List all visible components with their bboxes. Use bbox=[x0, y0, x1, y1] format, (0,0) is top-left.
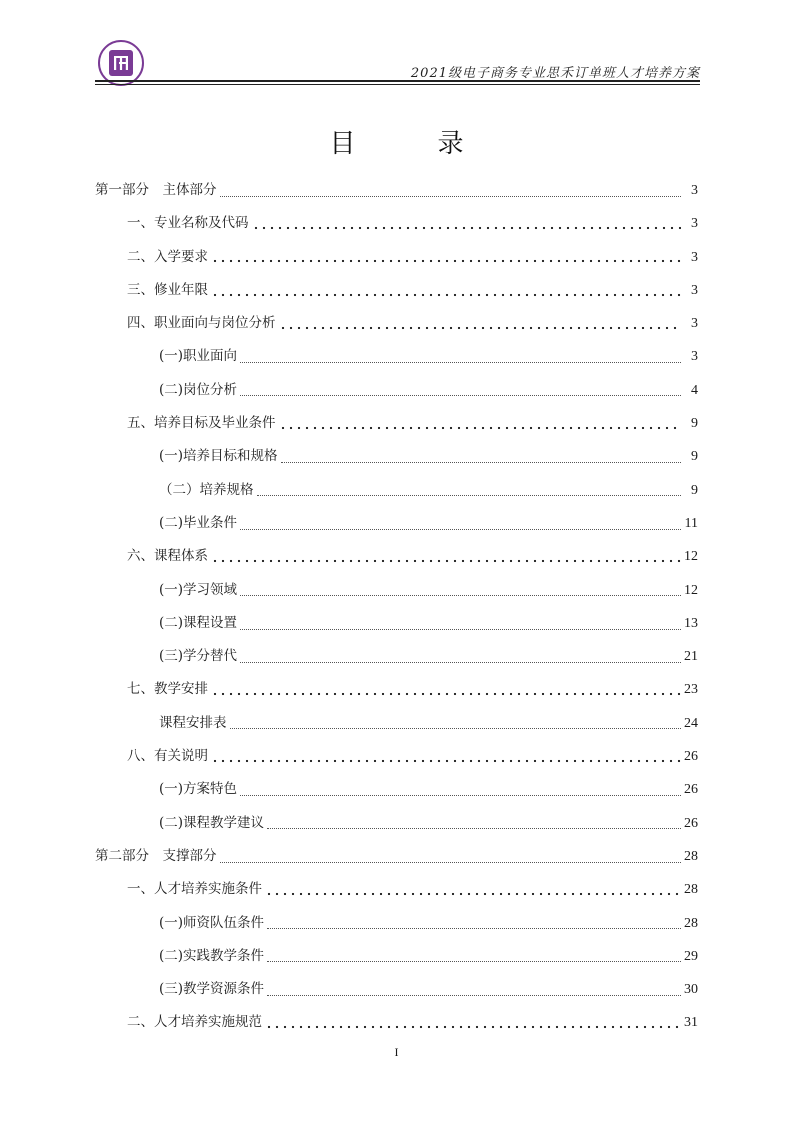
toc-entry[interactable] bbox=[95, 907, 698, 940]
toc-entry[interactable] bbox=[95, 607, 698, 640]
toc-entry-text: (二)课程教学建议 bbox=[159, 814, 265, 831]
toc-entry[interactable] bbox=[95, 640, 698, 673]
toc-entry-page: 3 bbox=[691, 316, 698, 332]
toc-entry[interactable] bbox=[95, 307, 698, 340]
toc-leader-dots bbox=[211, 692, 681, 696]
toc-leader-dots bbox=[257, 494, 682, 496]
toc-entry[interactable] bbox=[95, 474, 698, 507]
header-rule-thin bbox=[95, 84, 700, 85]
toc-entry[interactable] bbox=[95, 274, 698, 307]
toc-entry-text: （二）培养规格 bbox=[159, 481, 254, 498]
toc-entry-text: 三、修业年限 bbox=[127, 281, 208, 298]
toc-entry-text: (二)实践教学条件 bbox=[159, 947, 265, 964]
toc-entry[interactable] bbox=[95, 374, 698, 407]
toc-entry[interactable] bbox=[95, 773, 698, 806]
toc-entry[interactable] bbox=[95, 1006, 698, 1039]
toc-entry[interactable] bbox=[95, 840, 698, 873]
toc-entry[interactable] bbox=[95, 207, 698, 240]
toc-entry-page: 26 bbox=[684, 782, 698, 798]
toc-entry[interactable] bbox=[95, 973, 698, 1006]
toc-entry-page: 12 bbox=[684, 549, 698, 565]
toc-entry-text: 一、人才培养实施条件 bbox=[127, 881, 262, 898]
toc-entry-text: 六、课程体系 bbox=[127, 548, 208, 565]
table-of-contents bbox=[95, 174, 698, 1040]
toc-leader-dots bbox=[279, 326, 682, 330]
toc-leader-dots bbox=[240, 628, 681, 630]
toc-leader-dots bbox=[230, 727, 682, 729]
toc-leader-dots bbox=[240, 528, 681, 530]
toc-leader-dots bbox=[267, 927, 681, 929]
toc-entry-page: 3 bbox=[691, 216, 698, 232]
toc-entry-page: 29 bbox=[684, 948, 698, 964]
toc-leader-dots bbox=[265, 892, 681, 896]
toc-leader-dots bbox=[252, 226, 682, 230]
toc-entry-text: (一)职业面向 bbox=[159, 348, 238, 365]
toc-entry-text: 五、培养目标及毕业条件 bbox=[127, 415, 276, 432]
toc-entry-page: 28 bbox=[684, 848, 698, 864]
toc-entry-page: 9 bbox=[691, 416, 698, 432]
toc-entry[interactable] bbox=[95, 807, 698, 840]
toc-entry[interactable] bbox=[95, 507, 698, 540]
toc-leader-dots bbox=[211, 559, 681, 563]
toc-entry-text: 一、专业名称及代码 bbox=[127, 215, 249, 232]
toc-leader-dots bbox=[281, 461, 681, 463]
toc-leader-dots bbox=[211, 293, 681, 297]
toc-entry[interactable] bbox=[95, 540, 698, 573]
toc-entry-text: (三)教学资源条件 bbox=[159, 981, 265, 998]
toc-entry-page: 3 bbox=[691, 349, 698, 365]
toc-entry-text: (二)毕业条件 bbox=[159, 514, 238, 531]
toc-leader-dots bbox=[267, 827, 681, 829]
toc-entry-text: 第一部分 主体部分 bbox=[95, 182, 217, 198]
toc-entry-text: (一)学习领域 bbox=[159, 581, 238, 598]
toc-entry-text: 课程安排表 bbox=[159, 714, 227, 731]
toc-entry[interactable] bbox=[95, 407, 698, 440]
toc-entry-text: 七、教学安排 bbox=[127, 681, 208, 698]
toc-entry-text: 四、职业面向与岗位分析 bbox=[127, 315, 276, 332]
toc-entry[interactable] bbox=[95, 707, 698, 740]
toc-entry-page: 23 bbox=[684, 682, 698, 698]
toc-leader-dots bbox=[267, 960, 681, 962]
toc-leader-dots bbox=[220, 195, 682, 197]
toc-leader-dots bbox=[240, 594, 681, 596]
toc-entry[interactable] bbox=[95, 340, 698, 373]
toc-entry-page: 28 bbox=[684, 915, 698, 931]
page-number: I bbox=[394, 1045, 399, 1059]
toc-leader-dots bbox=[240, 794, 681, 796]
toc-leader-dots bbox=[220, 861, 682, 863]
toc-entry[interactable] bbox=[95, 673, 698, 706]
toc-entry-text: (一)师资队伍条件 bbox=[159, 914, 265, 931]
toc-entry-page: 13 bbox=[684, 615, 698, 631]
toc-entry-page: 28 bbox=[684, 882, 698, 898]
toc-entry-text: (二)岗位分析 bbox=[159, 381, 238, 398]
toc-entry[interactable] bbox=[95, 241, 698, 274]
toc-entry-page: 12 bbox=[684, 582, 698, 598]
toc-entry-text: 八、有关说明 bbox=[127, 748, 208, 765]
toc-entry-page: 30 bbox=[684, 982, 698, 998]
toc-entry[interactable] bbox=[95, 940, 698, 973]
toc-entry-page: 26 bbox=[684, 815, 698, 831]
toc-leader-dots bbox=[240, 361, 681, 363]
toc-leader-dots bbox=[240, 661, 681, 663]
toc-entry-page: 4 bbox=[691, 382, 698, 398]
toc-leader-dots bbox=[211, 759, 681, 763]
toc-entry[interactable] bbox=[95, 873, 698, 906]
toc-leader-dots bbox=[211, 259, 681, 263]
toc-entry-text: 第二部分 支撑部分 bbox=[95, 847, 217, 864]
toc-entry[interactable] bbox=[95, 440, 698, 473]
toc-entry-text: (一)方案特色 bbox=[159, 781, 238, 798]
toc-entry[interactable] bbox=[95, 574, 698, 607]
toc-entry-text: (一)培养目标和规格 bbox=[159, 448, 278, 465]
toc-entry-text: (三)学分替代 bbox=[159, 648, 238, 665]
toc-entry[interactable] bbox=[95, 174, 698, 207]
toc-entry-text: (二)课程设置 bbox=[159, 614, 238, 631]
toc-entry-page: 11 bbox=[684, 515, 698, 531]
toc-entry-page: 31 bbox=[684, 1015, 698, 1031]
header-rule bbox=[95, 80, 700, 82]
toc-entry-page: 24 bbox=[684, 715, 698, 731]
toc-entry-text: 二、入学要求 bbox=[127, 248, 208, 265]
header-title: 2021级电子商务专业思禾订单班人才培养方案 bbox=[410, 66, 700, 81]
toc-leader-dots bbox=[279, 426, 682, 430]
toc-leader-dots bbox=[240, 394, 681, 396]
toc-entry-page: 3 bbox=[691, 249, 698, 265]
toc-title: 目 录 bbox=[329, 129, 492, 159]
toc-entry-text: 二、人才培养实施规范 bbox=[127, 1014, 262, 1031]
toc-entry-page: 9 bbox=[691, 449, 698, 465]
toc-leader-dots bbox=[265, 1025, 681, 1029]
toc-entry-page: 3 bbox=[691, 282, 698, 298]
toc-entry[interactable] bbox=[95, 740, 698, 773]
toc-entry-page: 21 bbox=[684, 649, 698, 665]
toc-leader-dots bbox=[267, 994, 681, 996]
toc-entry-page: 3 bbox=[691, 183, 698, 198]
toc-entry-page: 26 bbox=[684, 749, 698, 765]
toc-entry-page: 9 bbox=[691, 482, 698, 498]
